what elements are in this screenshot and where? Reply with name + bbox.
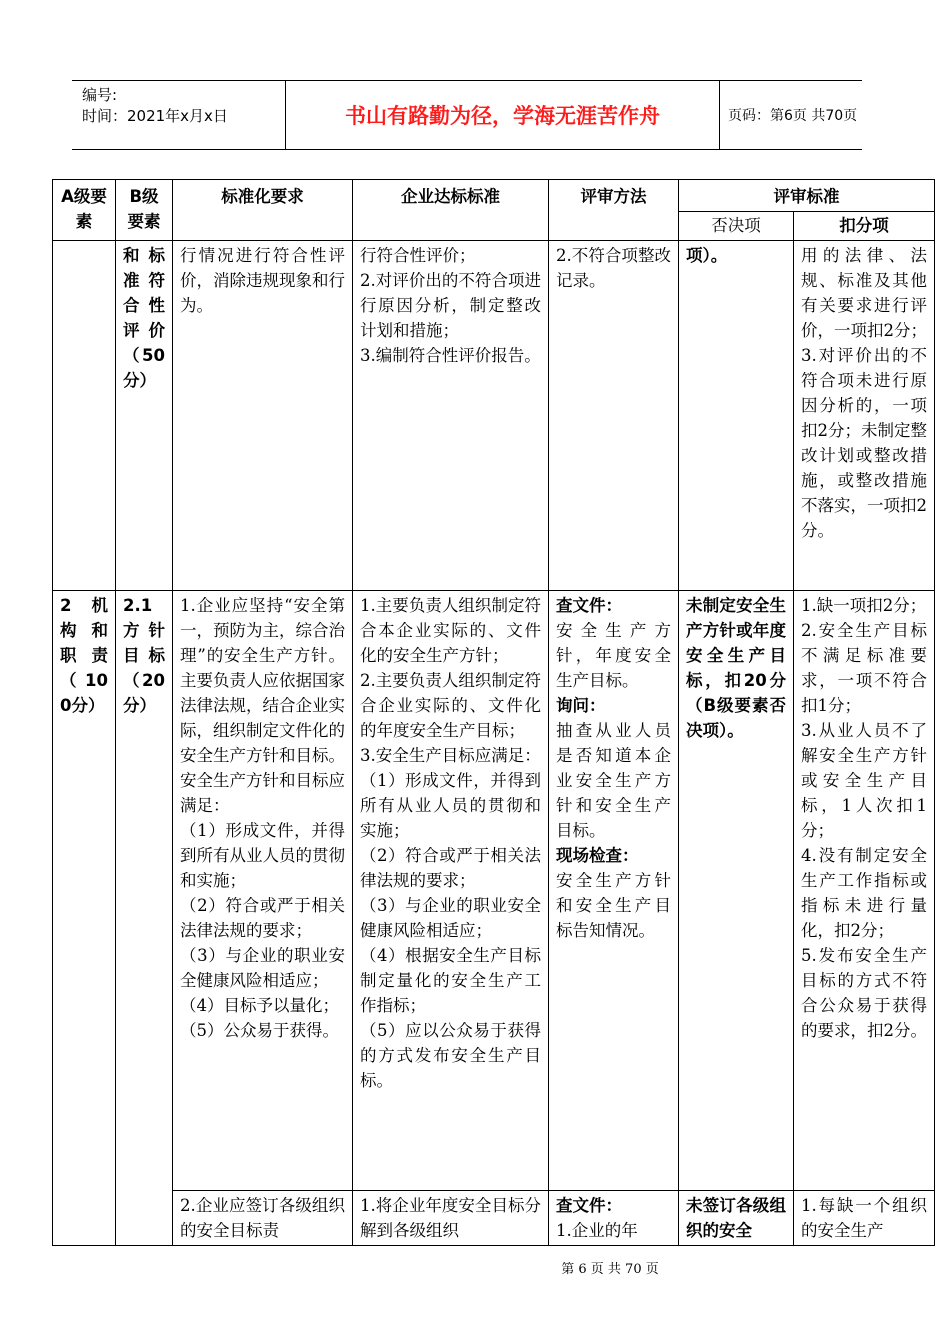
cell-veto: 未制定安全生产方针或年度安全生产目标，扣20分（B级要素否决项）。 — [679, 591, 794, 1191]
assessment-table — [52, 179, 935, 1246]
method-heading: 现场检查： — [556, 846, 639, 865]
standard-line: 1.企业应坚持“安全第一，预防为主，综合治理”的安全生产方针。主要负责人应依据国家法律法规，结合企业实际，组织制定文件化的安全生产方针和目标。安全生产方针和目标应满足： — [180, 596, 345, 815]
table-row — [53, 591, 935, 1191]
header-meta — [72, 81, 285, 149]
cell-method — [549, 591, 679, 1191]
header-veto: 否决项 — [679, 212, 794, 241]
deduct-line: 3.对评价出的不符合项未进行原因分析的，一项扣2分；未制定整改计划或整改措施，或整改措施不落实，一项扣2分。 — [801, 346, 927, 540]
deduct-line: 1.缺一项扣2分； — [801, 596, 927, 615]
enterprise-line: 2.主要负责人组织制定符合企业实际的、文件化的年度安全生产目标； — [360, 671, 541, 740]
enterprise-line: （2）符合或严于相关法律法规的要求； — [360, 846, 541, 890]
enterprise-line: （3）与企业的职业安全健康风险相适应； — [360, 896, 541, 940]
cell-deduct — [794, 241, 935, 591]
header-method: 评审方法 — [549, 180, 679, 241]
method-text: 安全生产方针和安全生产目标告知情况。 — [556, 871, 671, 940]
standard-line: （4）目标予以量化； — [180, 996, 339, 1015]
cell-standard: 行情况进行符合性评价，消除违规现象和行为。 — [173, 241, 353, 591]
deduct-line: 5.发布安全生产目标的方式不符合公众易于获得的要求，扣2分。 — [801, 946, 927, 1040]
cell-enterprise: 1.将企业年度安全目标分解到各级组织 — [353, 1191, 549, 1246]
header-review: 评审标准 — [679, 180, 935, 212]
header-page-info: 页码：第6页 共70页 — [728, 108, 858, 124]
table-header-row — [53, 180, 935, 212]
cell-method: 2.不符合项整改记录。 — [549, 241, 679, 591]
enterprise-line: （5）应以公众易于获得的方式发布安全生产目标。 — [360, 1021, 541, 1090]
time-label: 时间：2021年x月x日 — [82, 107, 228, 125]
cell-enterprise — [353, 241, 549, 591]
cell-enterprise — [353, 591, 549, 1191]
cell-veto: 未签订各级组织的安全 — [679, 1191, 794, 1246]
page-header — [72, 80, 862, 150]
method-text: 安全生产方针，年度安全生产目标。 — [556, 621, 671, 690]
header-deduct: 扣分项 — [794, 212, 935, 241]
deduct-line: 2.安全生产目标不满足标准要求，一项不符合扣1分； — [801, 621, 927, 715]
enterprise-line: 1.主要负责人组织制定符合本企业实际的、文件化的安全生产方针； — [360, 596, 541, 665]
enterprise-line: （4）根据安全生产目标制定量化的安全生产工作指标； — [360, 946, 541, 1015]
enterprise-line: 3.安全生产目标应满足： — [360, 746, 541, 765]
standard-line: （5）公众易于获得。 — [180, 1021, 339, 1040]
cell-b: 2.1方针目标（20分） — [116, 591, 173, 1246]
enterprise-line: （1）形成文件，并得到所有从业人员的贯彻和实施； — [360, 771, 541, 840]
number-label: 编号: — [82, 86, 118, 104]
enterprise-line: 行符合性评价； — [360, 246, 476, 265]
header-standard: 标准化要求 — [173, 180, 353, 241]
cell-veto: 项）。 — [679, 241, 794, 591]
page-footer: 第 6 页 共 70 页 — [561, 1262, 659, 1277]
deduct-line: 4.没有制定安全生产工作指标或指标未进行量化，扣2分； — [801, 846, 927, 940]
cell-standard: 2.企业应签订各级组织的安全目标责 — [173, 1191, 353, 1246]
cell-a — [53, 241, 116, 591]
deduct-line: 3.从业人员不了解安全生产方针或安全生产目标，1人次扣1分； — [801, 721, 927, 840]
cell-a: 2 机构和职责（100分） — [53, 591, 116, 1246]
header-motto: 书山有路勤为径，学海无涯苦作舟 — [285, 81, 720, 149]
standard-line: （3）与企业的职业安全健康风险相适应； — [180, 946, 345, 990]
table-row — [53, 241, 935, 591]
cell-b: 和标准符合性评价（50分） — [116, 241, 173, 591]
header-a-level: A级要素 — [53, 180, 116, 241]
method-text: 抽查从业人员是否知道本企业安全生产方针和安全生产目标。 — [556, 721, 671, 840]
method-heading: 询问： — [556, 696, 606, 715]
cell-method — [549, 1191, 679, 1246]
method-heading: 查文件： — [556, 1196, 622, 1215]
header-b-level: B级要素 — [116, 180, 173, 241]
enterprise-line: 3.编制符合性评价报告。 — [360, 346, 541, 365]
cell-standard — [173, 591, 353, 1191]
header-enterprise: 企业达标标准 — [353, 180, 549, 241]
cell-deduct: 1.每缺一个组织的安全生产 — [794, 1191, 935, 1246]
cell-deduct — [794, 591, 935, 1191]
table-row — [53, 1191, 935, 1246]
method-text: 1.企业的年 — [556, 1221, 638, 1240]
enterprise-line: 2.对评价出的不符合项进行原因分析，制定整改计划和措施； — [360, 271, 541, 340]
deduct-line: 用的法律、法规、标准及其他有关要求进行评价，一项扣2分； — [801, 246, 927, 340]
standard-line: （2）符合或严于相关法律法规的要求； — [180, 896, 345, 940]
standard-line: （1）形成文件，并得到所有从业人员的贯彻和实施； — [180, 821, 345, 890]
method-heading: 查文件： — [556, 596, 622, 615]
